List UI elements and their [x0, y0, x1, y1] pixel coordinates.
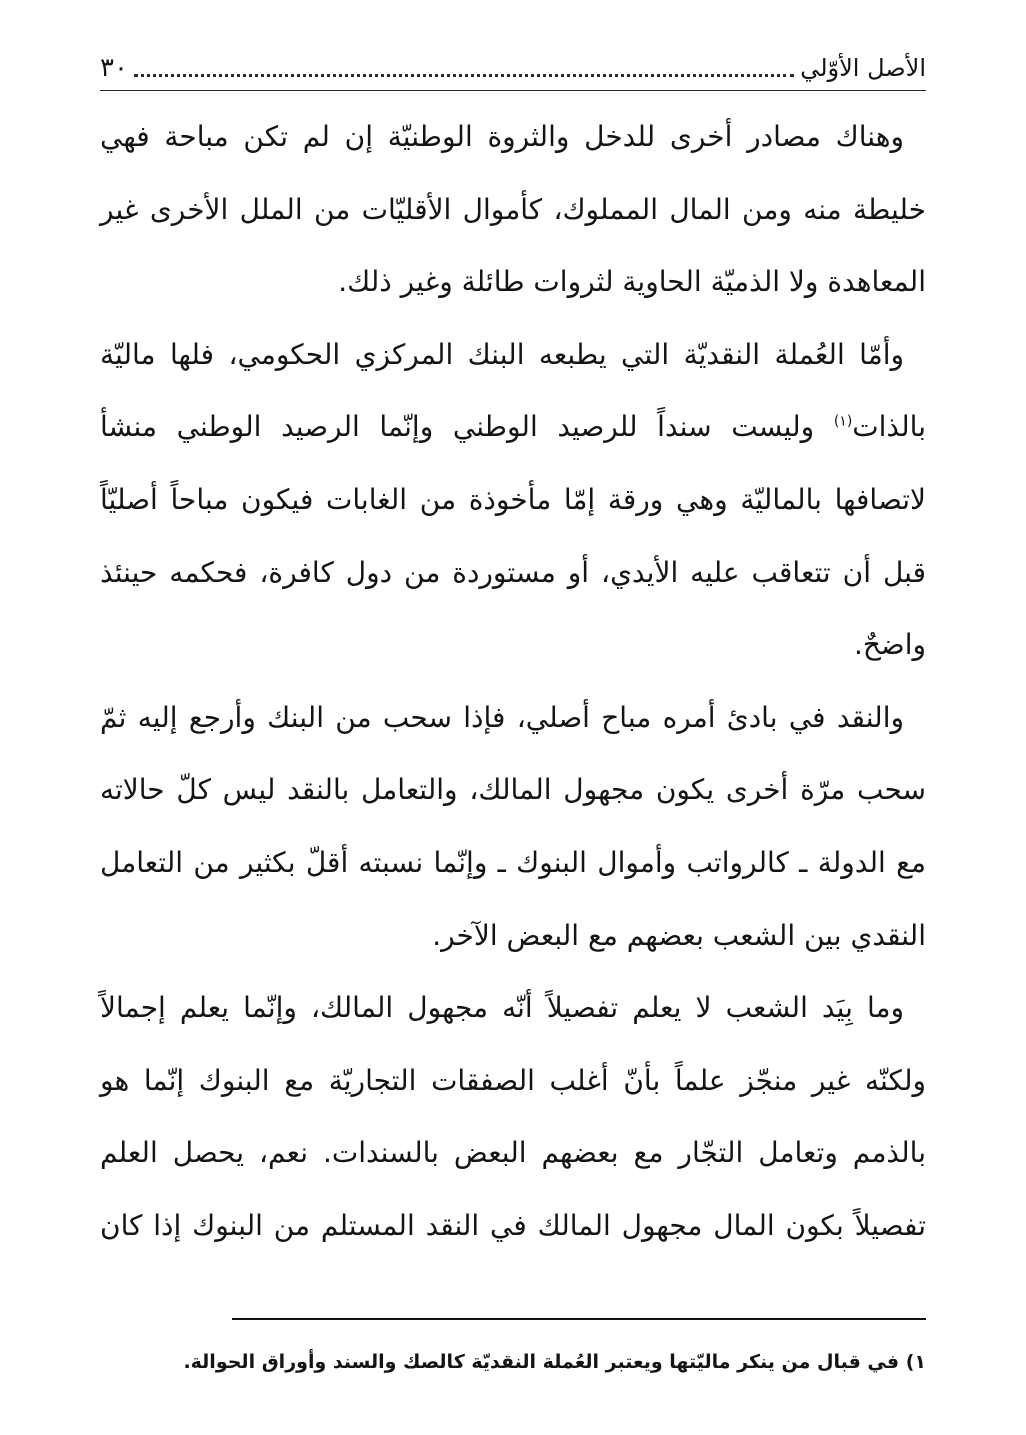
text-line: والنقد في بادئ أمره مباح أصلي، فإذا سحب من البنك وأرجع إليه ثمّ: [100, 700, 904, 734]
text-line: قبل أن تتعاقب عليه الأيدي، أو مستوردة من دول كافرة، فحكمه حينئذ: [100, 555, 926, 589]
text-line: ولكنّه غير منجّز علماً بأنّ أغلب الصفقات التجاريّة مع البنوك إنّما هو: [100, 1063, 926, 1097]
body-text: [100, 101, 926, 1263]
text-line: النقدي بين الشعب بعضهم مع البعض الآخر.: [432, 918, 926, 952]
paragraph: [100, 972, 926, 1262]
page-number: ٣٠: [100, 53, 128, 83]
header-rule: [100, 90, 926, 91]
text-line: وأمّا العُملة النقديّة التي يطبعه البنك المركزي الحكومي، فلها ماليّة: [100, 337, 904, 371]
text-line: خليطة منه ومن المال المملوك، كأموال الأقليّات من الملل الأخرى غير: [100, 192, 926, 226]
paragraph: [100, 682, 926, 972]
text-line: لاتصافها بالماليّة وهي ورقة إمّا مأخوذة من الغابات فيكون مباحاً أصليّاً: [100, 482, 926, 516]
dot-leader: [134, 73, 794, 77]
footnote-separator: [232, 1318, 926, 1320]
text-line: المعاهدة ولا الذميّة الحاوية لثروات طائلة وغير ذلك.: [338, 265, 926, 299]
text-line: وما بِيَد الشعب لا يعلم تفصيلاً أنّه مجهول المالك، وإنّما يعلم إجمالاً: [100, 991, 904, 1025]
running-header-title: الأصل الأوّلي: [800, 54, 926, 82]
text-line: واضحٌ.: [853, 628, 926, 662]
footnote: ١) في قبال من ينكر ماليّتها ويعتبر العُملة النقديّة كالصك والسند وأوراق الحوالة.: [183, 1351, 926, 1373]
footnote-reference: (١): [833, 414, 853, 431]
text-line: بالذمم وتعامل التجّار مع بعضهم البعض بالسندات. نعم، يحصل العلم: [100, 1136, 926, 1170]
text-line: تفصيلاً بكون المال مجهول المالك في النقد المستلم من البنوك إذا كان: [100, 1208, 926, 1242]
text-line: مع الدولة ـ كالرواتب وأموال البنوك ـ وإنّما نسبته أقلّ بكثير من التعامل: [100, 845, 926, 879]
text-line: سحب مرّة أخرى يكون مجهول المالك، والتعامل بالنقد ليس كلّ حالاته: [100, 773, 926, 807]
text-segment: بالذات: [852, 410, 926, 444]
paragraph: [100, 101, 926, 319]
text-line: [100, 391, 926, 464]
text-segment: وليست سنداً للرصيد الوطني وإنّما الرصيد الوطني منشأ: [100, 410, 834, 444]
paragraph: [100, 319, 926, 682]
running-header: [100, 44, 926, 88]
text-line: وهناك مصادر أخرى للدخل والثروة الوطنيّة إن لم تكن مباحة فهي: [100, 120, 904, 153]
